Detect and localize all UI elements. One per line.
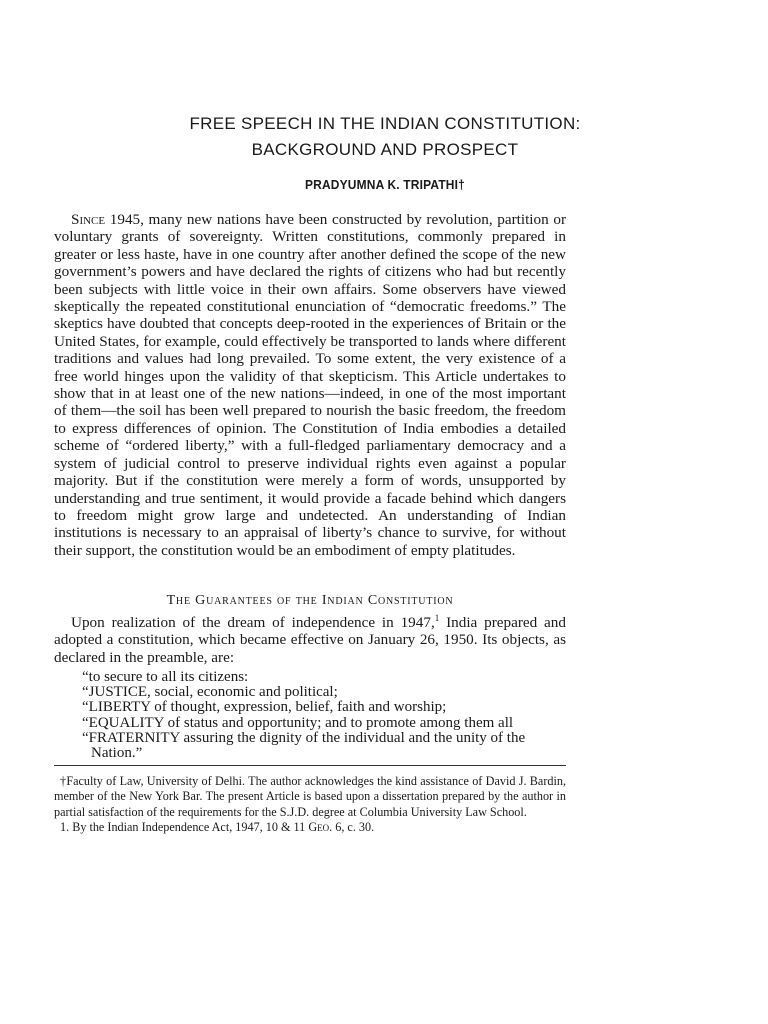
quote-line: “LIBERTY of thought, expression, belief, faith and worship; xyxy=(82,699,447,716)
section-heading: The Guarantees of the Indian Constitution xyxy=(166,593,454,608)
intro-paragraph xyxy=(54,211,566,559)
second-paragraph xyxy=(54,614,566,666)
footnote-divider xyxy=(54,765,566,766)
intro-paragraph-text: 1945, many new nations have been constructed by revolution, partition or voluntary grants of sovereignty. Written constitutions, commonly prepared in greater or less haste, have in one country after another defined the scope of the new government’s powers and have declared the rights of citizens who had but recently been subjects with little voice in their own affairs. Some observers have viewed skeptically the repeated constitutional enunciation of “democratic freedoms.” The skeptics have doubted that concepts deep-rooted in the experiences of Britain or the United States, for example, could effectively be transported to lands where different traditions and values had long prevailed. To some extent, the very existence of a free world hinges upon the validity of that skepticism. This Article undertakes to show that in at least one of the new nations—indeed, in one of the most important of them—the soil has been well prepared to nourish the basic freedom, the freedom to express differences of opinion. The Constitution of India embodies a detailed scheme of “ordered liberty,” with a full-fledged parliamentary democracy and a system of judicial control to preserve individual rights even against a popular majority. But if the constitution were merely a form of words, unsupported by understanding and true sentiment, it would provide a facade behind which dangers to freedom might grow large and undetected. An understanding of Indian institutions is necessary to an appraisal of liberty’s chance to survive, for without their support, the constitution would be an embodiment of empty platitudes. xyxy=(54,211,566,559)
footnotes xyxy=(54,774,566,836)
author-name: PRADYUMNA K. TRIPATHI† xyxy=(305,177,465,192)
second-paragraph-text-a: Upon realization of the dream of independence in 1947, xyxy=(71,614,435,631)
intro-lead-word: Since xyxy=(71,211,106,228)
article-title-line-1: FREE SPEECH IN THE INDIAN CONSTITUTION: xyxy=(189,114,581,133)
article-title-line-2: BACKGROUND AND PROSPECT xyxy=(251,140,519,159)
footnote-1-text-a: 1. By the Indian Independence Act, 1947, 10 & 11 xyxy=(60,820,309,835)
second-paragraph-text-b: India prepared and adopted a constitution, which became effective on January 26, 1950. Its objects, as declared in the preamble, are: xyxy=(54,614,566,666)
footnote-1 xyxy=(54,820,566,835)
footnote-1-text-b: 6, c. 30. xyxy=(332,820,375,835)
footnote-1-geo: Geo. xyxy=(308,820,333,835)
quote-line: “EQUALITY of status and opportunity; and to promote among them all xyxy=(82,714,514,731)
quote-line: “FRATERNITY assuring the dignity of the individual and the unity of the Nation.” xyxy=(82,729,526,762)
preamble-quote xyxy=(82,670,566,761)
quote-line: “JUSTICE, social, economic and political; xyxy=(82,684,338,701)
quote-line: “to secure to all its citizens: xyxy=(82,669,249,685)
footnote-author: †Faculty of Law, University of Delhi. The author acknowledges the kind assistance of David J. Bardin, member of the New York Bar. The present Article is based upon a dissertation prepared by the author in partial satisfaction of the requirements for the S.J.D. degree at Columbia University Law School. xyxy=(54,774,566,819)
footnote-reference-1[interactable]: 1 xyxy=(434,612,440,623)
